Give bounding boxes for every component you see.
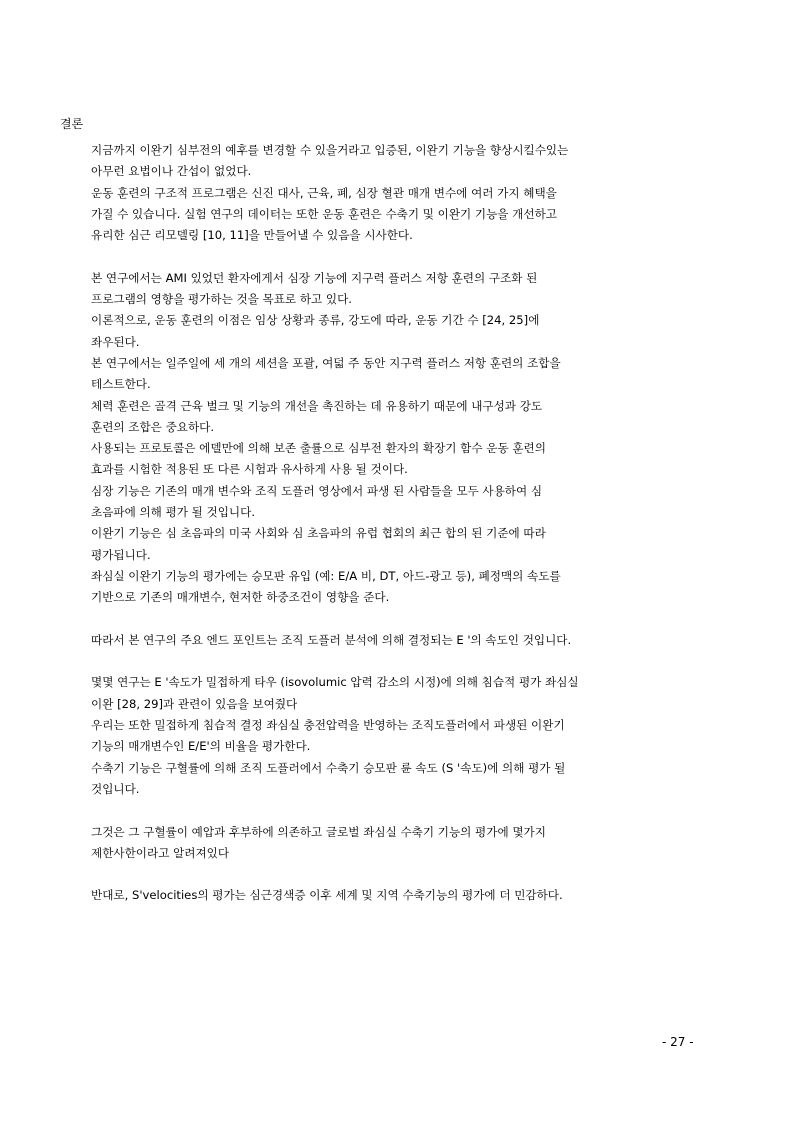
text-line: 본 연구에서는 AMI 있었던 환자에게서 심장 기능에 지구력 플러스 저항 훈련의 구조화 된 (91, 270, 538, 285)
page-number: - 27 - (662, 1035, 694, 1049)
text-line: 가질 수 있습니다. 실험 연구의 데이터는 또한 운동 훈련은 수축기 및 이완기 기능을 개선하고 (91, 206, 557, 221)
text-line: 우리는 또한 밀접하게 침습적 결정 좌심실 충전압력을 반영하는 조직도플러에서 파생된 이완기 (91, 718, 565, 733)
text-line: 훈련의 조합은 중요하다. (91, 419, 215, 434)
blank-line (91, 246, 741, 267)
text-line: 제한사한이라고 알려져있다 (91, 845, 230, 860)
text-line: 이완기 기능은 심 초음파의 미국 사회와 심 초음파의 유럽 협회의 최근 합의 된 기준에 따라 (91, 526, 546, 541)
text-line: 평가됩니다. (91, 547, 151, 562)
text-line: 초음파에 의해 평가 될 것입니다. (91, 505, 256, 520)
text-line: 지금까지 이완기 심부전의 예후를 변경할 수 있을거라고 입증된, 이완기 기능을 향상시킬수있는 (91, 143, 569, 157)
text-line: 기능의 매개변수인 E/E'의 비율을 평가한다. (91, 739, 311, 754)
text-line: 테스트한다. (91, 377, 151, 392)
section-heading: 결론 (60, 117, 84, 131)
text-line: 이완 [28, 29]과 관련이 있음을 보여줬다 (91, 696, 298, 711)
blank-line (91, 651, 741, 672)
text-line: 반대로, S'velocities의 평가는 심근경색증 이후 세계 및 지역 수축기능의 평가에 더 민감하다. (91, 888, 563, 903)
text-line: 기반으로 기존의 매개변수, 현저한 하중조건이 영향을 준다. (91, 590, 390, 605)
blank-line (91, 864, 741, 885)
text-line: 것입니다. (91, 781, 140, 796)
body-text (91, 140, 741, 907)
text-line: 본 연구에서는 일주일에 세 개의 세션을 포괄, 여덟 주 동안 지구력 플러스 저항 훈련의 조합을 (91, 355, 561, 370)
blank-line (91, 800, 741, 821)
text-line: 좌심실 이완기 기능의 평가에는 승모판 유입 (예: E/A 비, DT, 아드-광고 등), 폐정맥의 속도를 (91, 568, 561, 583)
text-line: 심장 기능은 기존의 매개 변수와 조직 도플러 영상에서 파생 된 사람들을 모두 사용하여 심 (91, 483, 543, 498)
text-line: 그것은 그 구혈률이 예압과 후부하에 의존하고 글로벌 좌심실 수축기 기능의 평가에 몇가지 (91, 824, 546, 839)
text-line: 몇몇 연구는 E '속도가 밀접하게 타우 (isovolumic 압력 감소의 시정)에 의해 침습적 평가 좌심실 (91, 675, 579, 690)
text-line: 효과를 시험한 적용된 또 다른 시험과 유사하게 사용 될 것이다. (91, 462, 408, 477)
text-line: 수축기 기능은 구혈률에 의해 조직 도플러에서 수축기 승모판 륜 속도 (S '속도)에 의해 평가 될 (91, 760, 566, 775)
text-line: 좌우된다. (91, 334, 140, 349)
text-line: 프로그램의 영향을 평가하는 것을 목표로 하고 있다. (91, 292, 352, 307)
text-line: 따라서 본 연구의 주요 엔드 포인트는 조직 도플러 분석에 의해 결정되는 E '의 속도인 것입니다. (91, 632, 572, 647)
text-line: 이론적으로, 운동 훈련의 이점은 임상 상황과 종류, 강도에 따라, 운동 기간 수 [24, 25]에 (91, 313, 540, 328)
blank-line (91, 609, 741, 630)
text-line: 아무런 요법이나 간섭이 없었다. (91, 164, 252, 179)
text-line: 운동 훈련의 구조적 프로그램은 신진 대사, 근육, 폐, 심장 혈관 매개 변수에 여러 가지 혜택을 (91, 185, 557, 200)
text-line: 체력 훈련은 골격 근육 벌크 및 기능의 개선을 촉진하는 데 유용하기 때문에 내구성과 강도 (91, 398, 543, 413)
text-line: 사용되는 프로토콜은 에델만에 의해 보존 출률으로 심부전 환자의 확장기 함수 운동 훈련의 (91, 441, 546, 456)
text-line: 유리한 심근 리모델링 [10, 11]을 만들어낼 수 있음을 시사한다. (91, 228, 413, 243)
